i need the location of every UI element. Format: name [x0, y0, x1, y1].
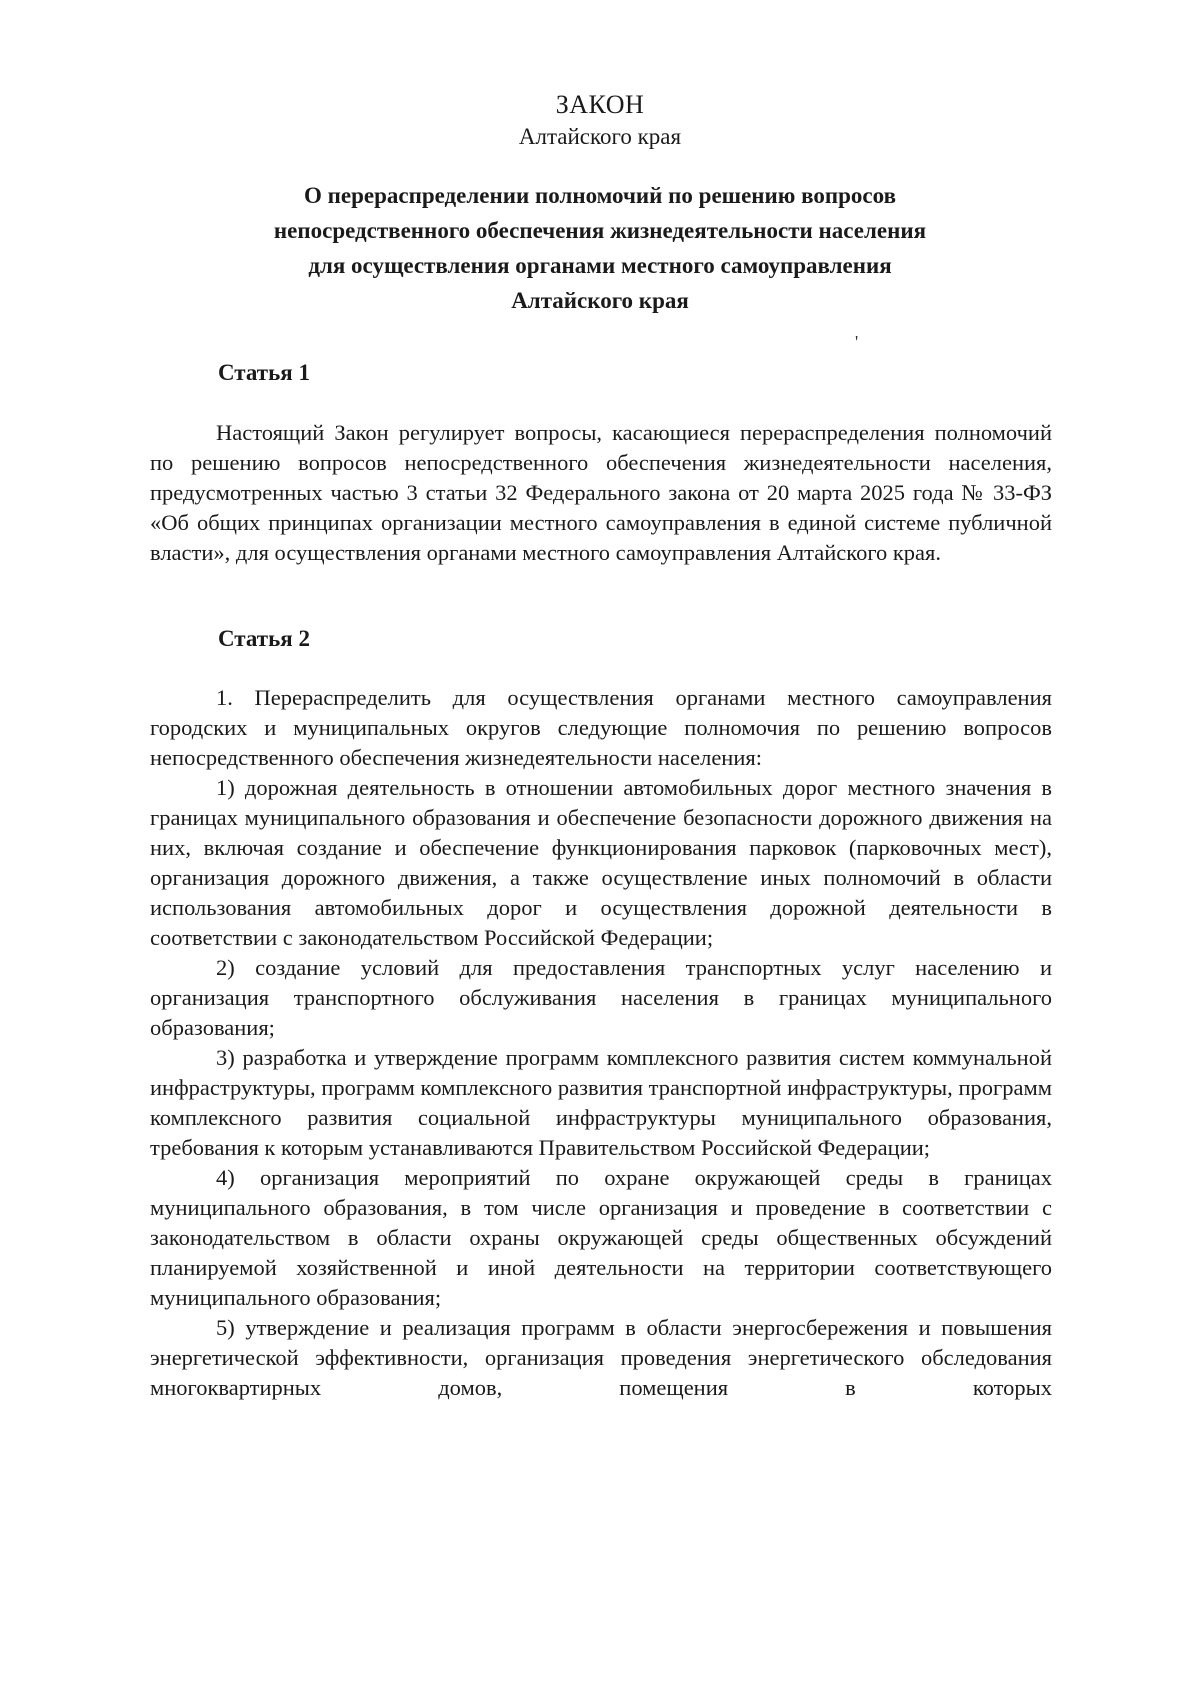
document-region: Алтайского края [518, 124, 682, 149]
article-2-item-5: 5) утверждение и реализация программ в области энергосбережения и повышения энергетической эффективности, организация проведения энергетического обследования многоквартирных домов, помещения в которых [150, 1315, 1052, 1400]
title-line: непосредственного обеспечения жизнедеятельности населения [273, 218, 927, 243]
article-2-item-4: 4) организация мероприятий по охране окружающей среды в границах муниципального образования, в том числе организация и проведение в соответствии с законодательством в области охраны окружающей среды общественных обсуждений планируемой хозяйственной и иной деятельности на территории соответствующего муниципального образования; [150, 1165, 1052, 1310]
article-2-item-3: 3) разработка и утверждение программ комплексного развития систем коммунальной инфраструктуры, программ комплексного развития транспортной инфраструктуры, программ комплексного развития социальной инфраструктуры муниципального образования, требования к которым устанавливаются Правительством Российской Федерации; [150, 1045, 1052, 1160]
title-line: О перераспределении полномочий по решению вопросов [304, 183, 896, 208]
article-2-item-2: 2) создание условий для предоставления транспортных услуг населению и организация транспортного обслуживания населения в границах муниципального образования; [150, 955, 1052, 1040]
document-type: ЗАКОН [555, 90, 645, 119]
article-1-heading: Статья 1 [218, 360, 310, 385]
stray-mark: ' [855, 332, 859, 352]
document-title [180, 178, 1020, 318]
article-2-heading: Статья 2 [218, 626, 310, 651]
title-line: Алтайского края [511, 288, 689, 313]
article-2-body [150, 683, 1052, 1403]
article-1-body [150, 418, 1052, 568]
title-line: для осуществления органами местного самоуправления [308, 253, 892, 278]
article-2-intro: 1. Перераспределить для осуществления органами местного самоуправления городских и муниципальных округов следующие полномочия по решению вопросов непосредственного обеспечения жизнедеятельности населения: [150, 685, 1052, 770]
article-2-item-1: 1) дорожная деятельность в отношении автомобильных дорог местного значения в границах муниципального образования и обеспечение безопасности дорожного движения на них, включая создание и обеспечение функционирования парковок (парковочных мест), организация дорожного движения, а также осуществление иных полномочий в области использования автомобильных дорог и осуществления дорожной деятельности в соответствии с законодательством Российской Федерации; [150, 775, 1052, 950]
article-1-paragraph: Настоящий Закон регулирует вопросы, касающиеся перераспределения полномочий по решению вопросов непосредственного обеспечения жизнедеятельности населения, предусмотренных частью 3 статьи 32 Федерального закона от 20 марта 2025 года № 33-ФЗ «Об общих принципах организации местного самоуправления в единой системе публичной власти», для осуществления органами местного самоуправления Алтайского края. [150, 420, 1052, 565]
